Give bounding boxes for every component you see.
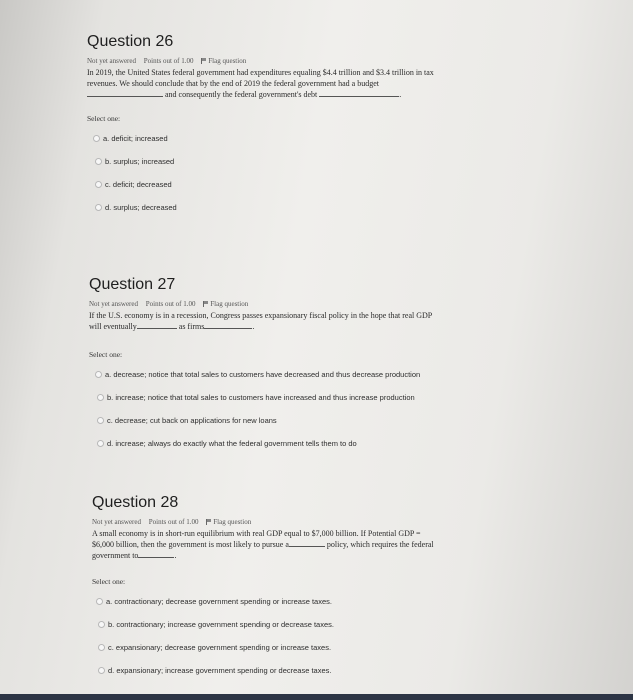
question-text: A small economy is in short-run equilibrium with real GDP equal to $7,000 billion. If Potential GDP = $6,000 billion, then the government is most likely to pursue a policy, which requires the federal government to . xyxy=(92,529,434,560)
answer-blank xyxy=(137,321,177,329)
question-title: Question 28 xyxy=(92,494,179,511)
answer-option-d[interactable]: d. surplus; decreased xyxy=(95,196,517,219)
flag-question-link[interactable]: Flag question xyxy=(203,300,254,308)
radio-button[interactable] xyxy=(96,598,103,605)
question-28 xyxy=(92,494,522,682)
answer-option-a[interactable]: a. decrease; notice that total sales to customers have decreased and thus decrease production xyxy=(95,363,519,386)
answer-option-b[interactable]: b. increase; notice that total sales to customers have increased and thus increase production xyxy=(97,386,519,409)
radio-button[interactable] xyxy=(95,204,102,211)
answer-option-a[interactable]: a. contractionary; decrease government spending or increase taxes. xyxy=(96,590,522,613)
select-one-label: Select one: xyxy=(87,114,121,123)
flag-icon xyxy=(201,58,206,64)
answer-option-b[interactable]: b. surplus; increased xyxy=(95,150,517,173)
flag-question-link[interactable]: Flag question xyxy=(206,518,257,526)
answer-blank xyxy=(204,321,252,329)
question-26 xyxy=(87,33,517,219)
answer-blank xyxy=(289,539,325,547)
flag-question-link[interactable]: Flag question xyxy=(201,57,252,65)
answer-option-d[interactable]: d. expansionary; increase government spending or decrease taxes. xyxy=(98,659,522,682)
answer-blank xyxy=(87,89,163,97)
answer-blank xyxy=(319,89,399,97)
radio-button[interactable] xyxy=(97,417,104,424)
question-title: Question 26 xyxy=(87,33,174,50)
radio-button[interactable] xyxy=(98,621,105,628)
question-text: In 2019, the United States federal government had expenditures equaling $4.4 trillion and $3.4 trillion in tax revenues. We should conclude that by the end of 2019 the federal government had a budget and consequently the federal government's debt . xyxy=(87,68,434,99)
question-meta xyxy=(87,57,517,65)
radio-button[interactable] xyxy=(95,158,102,165)
answer-status: Not yet answered xyxy=(92,518,141,526)
points-label: Points out of 1.00 xyxy=(148,518,199,526)
answer-status: Not yet answered xyxy=(89,300,138,308)
answer-option-b[interactable]: b. contractionary; increase government spending or decrease taxes. xyxy=(98,613,522,636)
answer-option-c[interactable]: c. expansionary; decrease government spending or increase taxes. xyxy=(98,636,522,659)
radio-button[interactable] xyxy=(98,644,105,651)
flag-icon xyxy=(203,301,208,307)
radio-button[interactable] xyxy=(97,394,104,401)
answer-options xyxy=(87,127,517,219)
select-one-label: Select one: xyxy=(89,350,123,359)
radio-button[interactable] xyxy=(98,667,105,674)
answer-blank xyxy=(138,550,174,558)
select-one-label: Select one: xyxy=(92,577,126,586)
screen-bottom-edge xyxy=(0,694,633,700)
answer-option-c[interactable]: c. decrease; cut back on applications for new loans xyxy=(97,409,519,432)
answer-status: Not yet answered xyxy=(87,57,136,65)
radio-button[interactable] xyxy=(95,181,102,188)
radio-button[interactable] xyxy=(97,440,104,447)
points-label: Points out of 1.00 xyxy=(143,57,194,65)
question-meta xyxy=(92,518,522,526)
answer-options xyxy=(92,590,522,682)
flag-icon xyxy=(206,519,211,525)
answer-option-c[interactable]: c. deficit; decreased xyxy=(95,173,517,196)
answer-option-a[interactable]: a. deficit; increased xyxy=(93,127,517,150)
points-label: Points out of 1.00 xyxy=(145,300,196,308)
question-27 xyxy=(89,276,519,455)
question-title: Question 27 xyxy=(89,276,176,293)
question-text: If the U.S. economy is in a recession, Congress passes expansionary fiscal policy in the hope that real GDP will eventually as firms . xyxy=(89,311,433,331)
radio-button[interactable] xyxy=(93,135,100,142)
answer-option-d[interactable]: d. increase; always do exactly what the federal government tells them to do xyxy=(97,432,519,455)
radio-button[interactable] xyxy=(95,371,102,378)
answer-options xyxy=(89,363,519,455)
question-meta xyxy=(89,300,519,308)
